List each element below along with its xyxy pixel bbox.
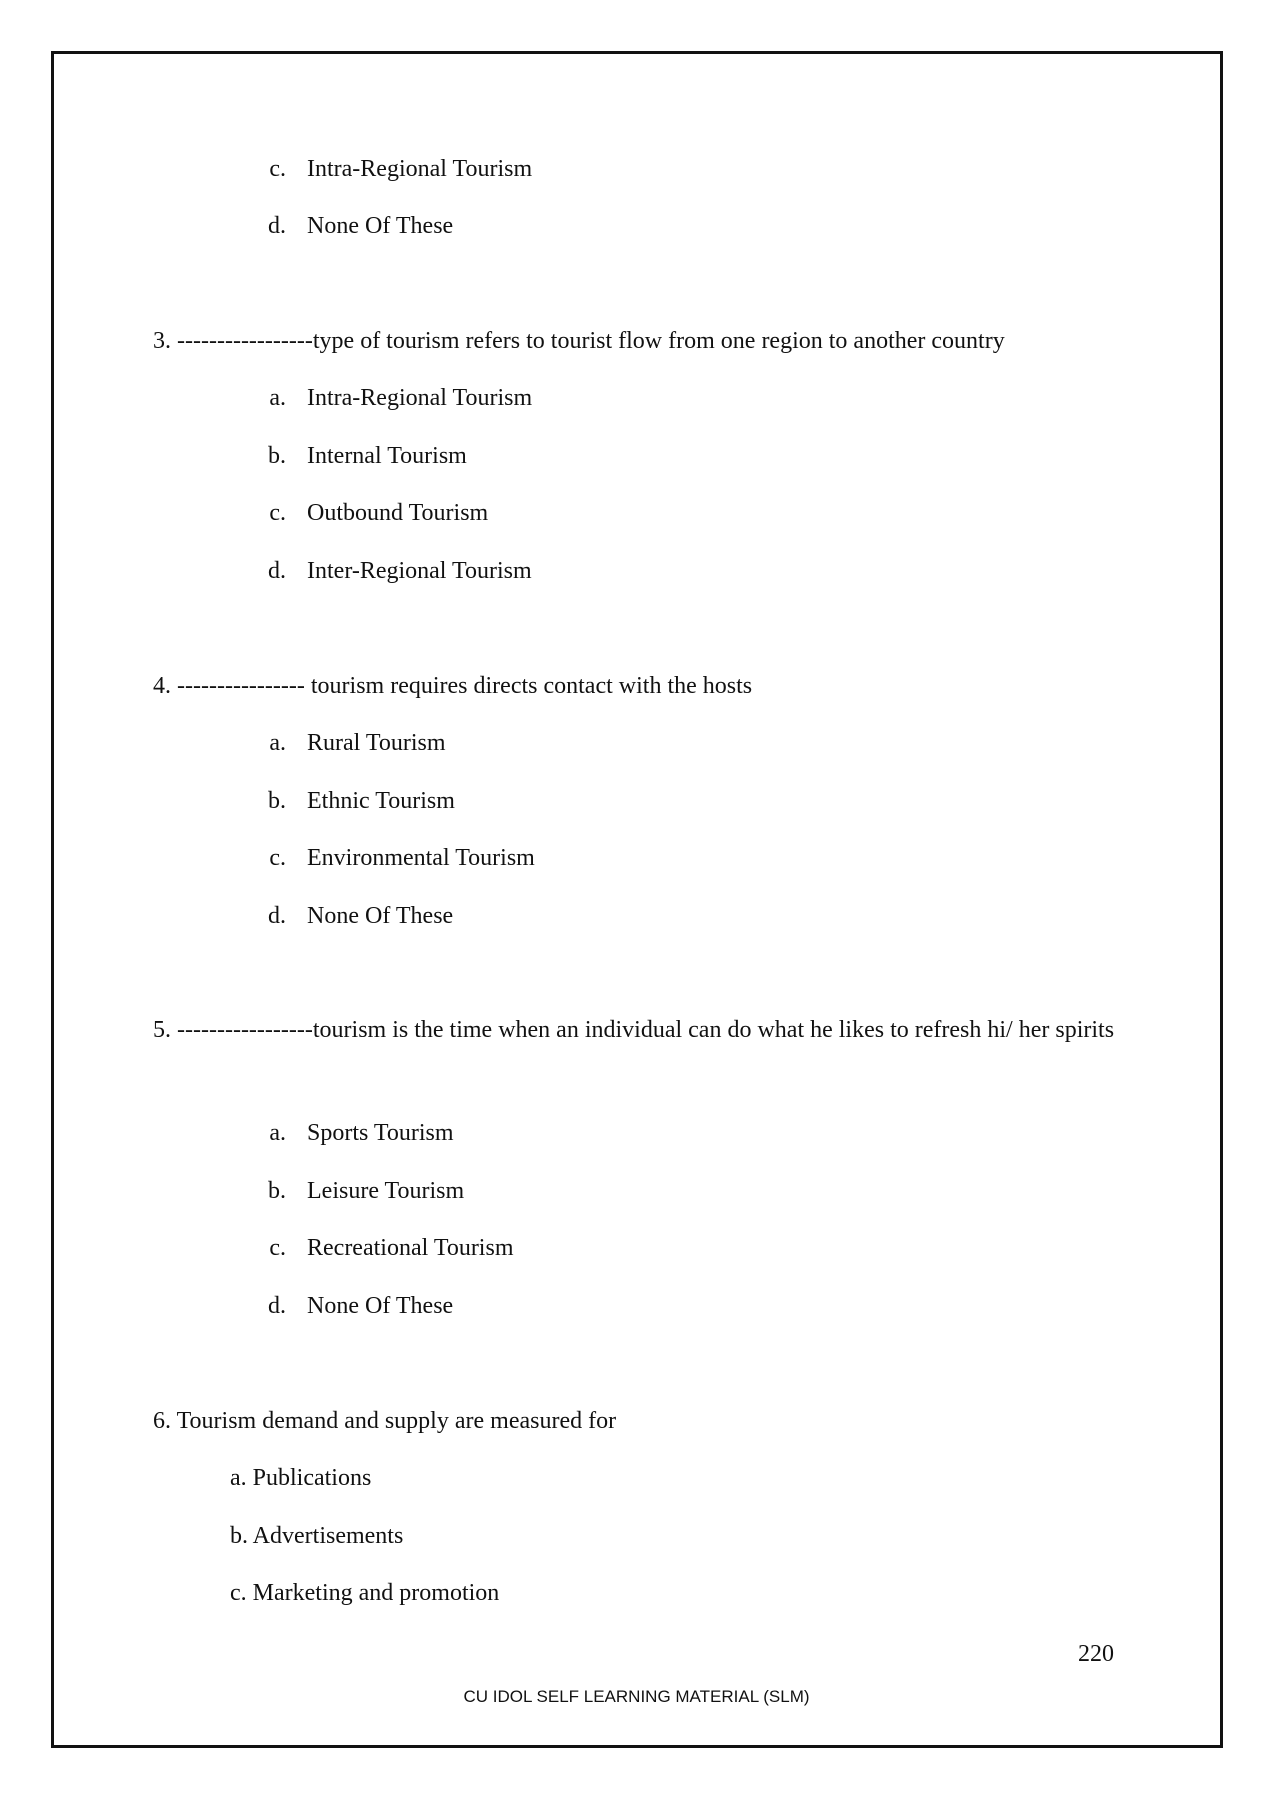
option-text: Intra-Regional Tourism [307,385,533,411]
option-letter: b. [268,443,286,469]
option-item: b. Advertisements [230,1523,404,1549]
option-text: None Of These [307,213,454,239]
option-letter: a. [269,385,286,411]
question-4: 4. ---------------- tourism requires directs contact with the hosts [153,673,753,699]
option-letter: c. [269,156,286,182]
question-5: 5. -----------------tourism is the time when an individual can do what he likes to refresh hi/ her spirits [153,1017,1115,1043]
option-item: a. Publications [230,1465,372,1491]
option-text: None Of These [307,903,454,929]
option-letter: c. [269,500,286,526]
option-letter: d. [268,1293,286,1319]
option-text: None Of These [307,1293,454,1319]
option-text: Environmental Tourism [307,845,535,871]
option-text: Sports Tourism [307,1120,454,1146]
option-letter: d. [268,213,286,239]
option-text: Leisure Tourism [307,1178,465,1204]
option-letter: d. [268,903,286,929]
option-letter: b. [268,788,286,814]
question-6: 6. Tourism demand and supply are measured for [153,1408,617,1434]
option-letter: d. [268,558,286,584]
option-text: Rural Tourism [307,730,446,756]
page-border [51,51,1223,1748]
option-text: Internal Tourism [307,443,467,469]
question-3: 3. -----------------type of tourism refers to tourist flow from one region to another country [153,328,1005,354]
option-text: Inter-Regional Tourism [307,558,532,584]
option-letter: a. [269,1120,286,1146]
option-letter: c. [269,1235,286,1261]
option-letter: b. [268,1178,286,1204]
option-item: c. Marketing and promotion [230,1580,500,1606]
option-text: Ethnic Tourism [307,788,455,814]
option-letter: c. [269,845,286,871]
page-number: 220 [1078,1641,1114,1667]
option-text: Intra-Regional Tourism [307,156,533,182]
option-text: Outbound Tourism [307,500,489,526]
option-text: Recreational Tourism [307,1235,514,1261]
footer-text: CU IDOL SELF LEARNING MATERIAL (SLM) [463,1687,810,1706]
option-letter: a. [269,730,286,756]
